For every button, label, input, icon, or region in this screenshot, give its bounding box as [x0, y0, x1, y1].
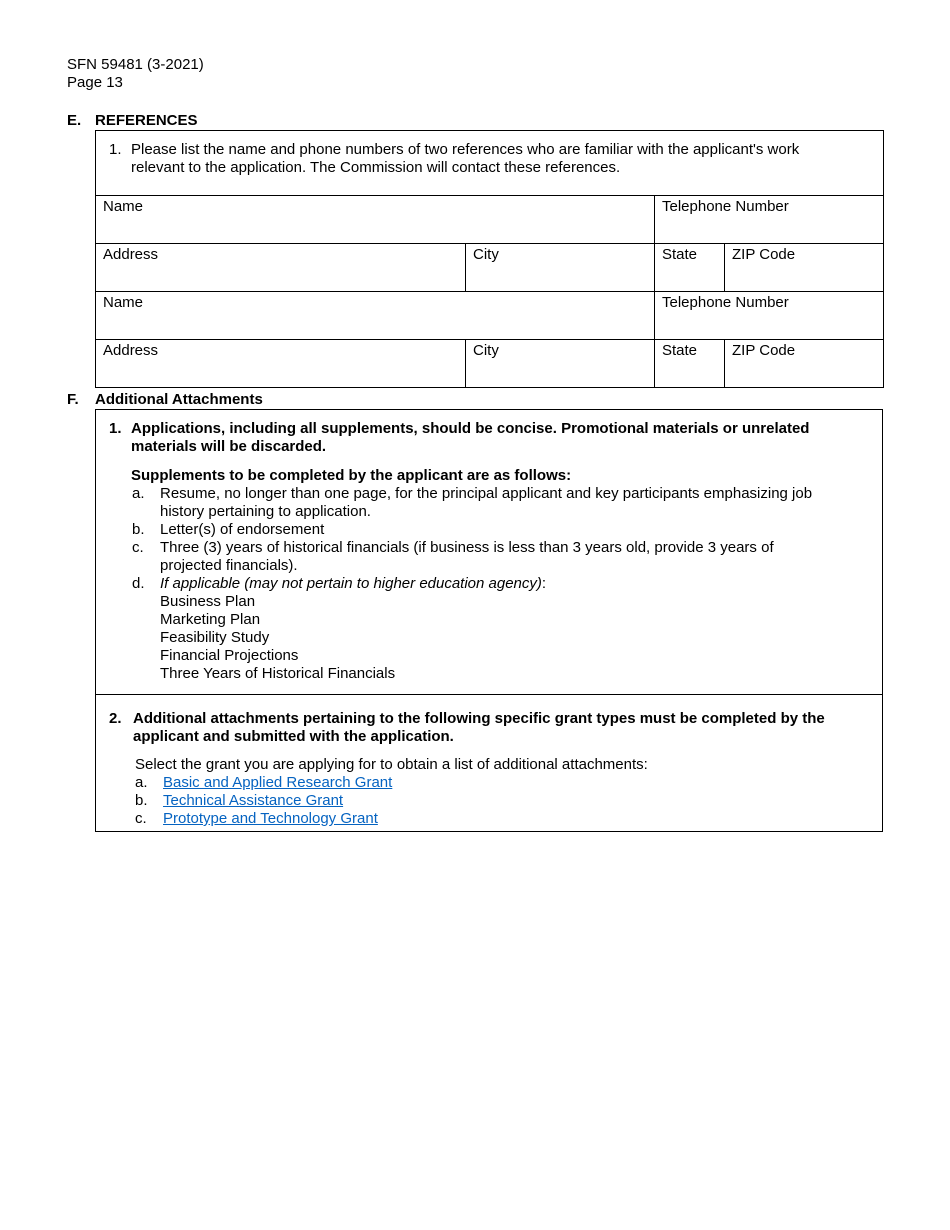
- reference-1-state-label: State: [662, 246, 698, 263]
- grant-link-item-b: [135, 792, 343, 810]
- references-table: [95, 130, 884, 388]
- references-instructions: [96, 131, 884, 196]
- reference-1-city-label: City: [473, 246, 499, 263]
- grant-link-a-marker: a.: [135, 774, 148, 791]
- supplement-a-marker: a.: [132, 485, 145, 502]
- section-f-title: Additional Attachments: [95, 391, 263, 408]
- reference-1-telephone-label: Telephone Number: [662, 198, 789, 215]
- reference-1-name-label: Name: [103, 198, 144, 215]
- reference-2-name-field[interactable]: [96, 292, 655, 340]
- references-instructions-number: 1.: [109, 141, 122, 158]
- section-e-letter: E.: [67, 112, 82, 129]
- supplement-c-marker: c.: [132, 539, 144, 556]
- section-e-title: REFERENCES: [95, 112, 198, 129]
- reference-2-zip-label: ZIP Code: [732, 342, 796, 359]
- reference-2-address-field[interactable]: [96, 340, 466, 388]
- section-f-letter: F.: [67, 391, 79, 408]
- supplement-b-marker: b.: [132, 521, 145, 538]
- reference-2-city-field[interactable]: [466, 340, 655, 388]
- attachments-box: [95, 409, 883, 832]
- supplement-d-heading: [160, 575, 546, 593]
- grant-link-c-marker: c.: [135, 810, 147, 827]
- page-number: Page 13: [67, 74, 123, 91]
- reference-2-address-label: Address: [103, 342, 159, 359]
- reference-2-state-label: State: [662, 342, 698, 359]
- item-2-line: Additional attachments pertaining to the following specific grant types must be completed by the: [133, 710, 825, 727]
- item-1-line: Applications, including all supplements, should be concise. Promotional materials or unrelated: [131, 420, 810, 437]
- supplement-d-subitem: Business Plan: [160, 593, 256, 610]
- references-instructions-line: relevant to the application. The Commission will contact these references.: [131, 159, 621, 176]
- grant-select-instruction: Select the grant you are applying for to obtain a list of additional attachments:: [135, 756, 648, 773]
- reference-1-state-field[interactable]: [655, 244, 725, 292]
- supplement-d-subitem: Feasibility Study: [160, 629, 270, 646]
- reference-1-address-field[interactable]: [96, 244, 466, 292]
- grant-link-item-a: [135, 774, 392, 792]
- reference-2-city-label: City: [473, 342, 499, 359]
- grant-link-b-marker: b.: [135, 792, 148, 809]
- references-instructions-line: Please list the name and phone numbers of two references who are familiar with the applicant's work: [131, 141, 800, 158]
- item-1-line: materials will be discarded.: [131, 438, 327, 455]
- supplement-item-a: [132, 485, 812, 521]
- item-2-number: 2.: [109, 710, 122, 727]
- attachments-item-2: [109, 710, 825, 746]
- supplement-d-subitem: Marketing Plan: [160, 611, 261, 628]
- supplement-d-subitem: Financial Projections: [160, 647, 299, 664]
- reference-2-telephone-field[interactable]: [655, 292, 884, 340]
- supplement-item-d: [132, 575, 546, 683]
- supplement-c-line: projected financials).: [160, 557, 298, 574]
- basic-applied-research-grant-link[interactable]: Basic and Applied Research Grant: [163, 774, 393, 791]
- attachments-divider: [96, 694, 882, 695]
- form-id: SFN 59481 (3-2021): [67, 56, 204, 73]
- supplement-d-marker: d.: [132, 575, 145, 592]
- item-1-number: 1.: [109, 420, 122, 437]
- reference-1-name-field[interactable]: [96, 196, 655, 244]
- reference-1-telephone-field[interactable]: [655, 196, 884, 244]
- supplement-item-c: [132, 539, 774, 575]
- reference-2-zip-field[interactable]: [725, 340, 884, 388]
- reference-2-telephone-label: Telephone Number: [662, 294, 789, 311]
- section-f-heading: [67, 391, 263, 409]
- supplement-a-line: Resume, no longer than one page, for the principal applicant and key participants emphasizing job: [160, 485, 813, 502]
- supplement-item-b: [132, 521, 324, 539]
- grant-link-item-c: [135, 810, 378, 828]
- section-e-heading: [67, 112, 198, 130]
- reference-2-state-field[interactable]: [655, 340, 725, 388]
- supplement-b-text: Letter(s) of endorsement: [160, 521, 325, 538]
- supplement-d-subitem: Three Years of Historical Financials: [160, 665, 396, 682]
- supplement-c-line: Three (3) years of historical financials (if business is less than 3 years old, provide 3 years of: [160, 539, 774, 556]
- supplement-d-colon: :: [541, 575, 547, 592]
- reference-1-zip-label: ZIP Code: [732, 246, 796, 263]
- item-2-line: applicant and submitted with the application.: [133, 728, 454, 745]
- prototype-technology-grant-link[interactable]: Prototype and Technology Grant: [163, 810, 378, 827]
- reference-1-address-label: Address: [103, 246, 159, 263]
- supplements-heading: Supplements to be completed by the applicant are as follows:: [131, 467, 572, 484]
- reference-1-city-field[interactable]: [466, 244, 655, 292]
- attachments-item-1: [109, 420, 809, 456]
- technical-assistance-grant-link[interactable]: Technical Assistance Grant: [163, 792, 344, 809]
- reference-1-zip-field[interactable]: [725, 244, 884, 292]
- supplement-d-italic: If applicable (may not pertain to higher education agency): [160, 575, 542, 592]
- supplement-a-line: history pertaining to application.: [160, 503, 371, 520]
- reference-2-name-label: Name: [103, 294, 144, 311]
